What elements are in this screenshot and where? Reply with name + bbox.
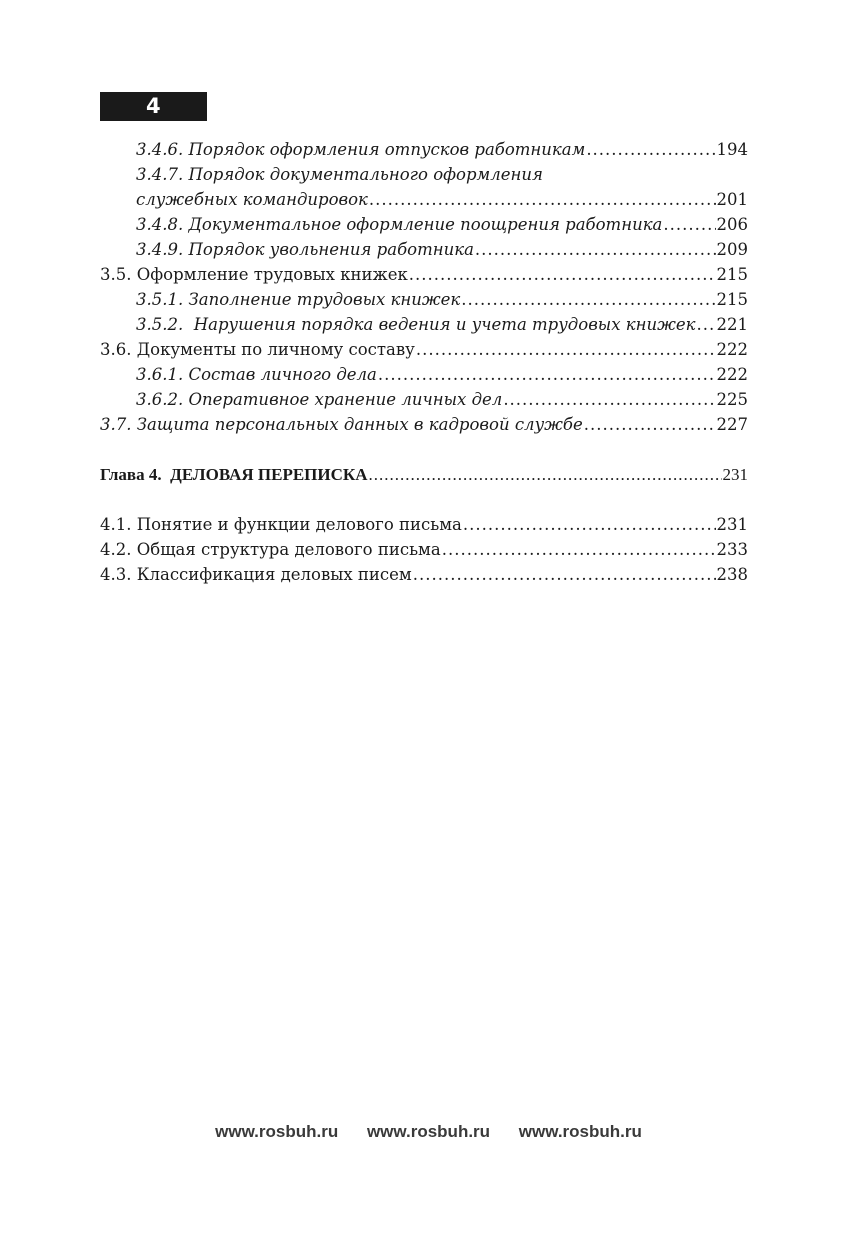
toc-entry bbox=[136, 237, 748, 262]
toc-entry bbox=[136, 137, 748, 162]
toc-entry-title: служебных командировок bbox=[136, 190, 368, 209]
toc-entry-title: 3.7. Защита персональных данных в кадровой службе bbox=[100, 415, 583, 434]
toc-entry bbox=[136, 362, 748, 387]
toc-entry-page: 231 bbox=[722, 465, 748, 484]
toc-entry-title: 3.4.9. Порядок увольнения работника bbox=[136, 240, 474, 259]
toc-entry bbox=[136, 212, 748, 237]
toc-leader-dots bbox=[463, 512, 716, 537]
toc-leader-dots bbox=[697, 312, 716, 337]
toc-entry bbox=[100, 262, 748, 287]
toc-entry bbox=[100, 412, 748, 437]
toc-chapter-entry bbox=[100, 462, 748, 487]
toc-leader-dots bbox=[378, 362, 716, 387]
toc-leader-dots bbox=[416, 337, 716, 362]
toc-entry-title: 3.6.1. Состав личного дела bbox=[136, 365, 377, 384]
toc-entry-page: 225 bbox=[716, 390, 748, 409]
toc-leader-dots bbox=[503, 387, 715, 412]
page-number: 4 bbox=[100, 92, 207, 121]
toc-entry-page: 215 bbox=[716, 290, 748, 309]
footer-website-link[interactable]: www.rosbuh.ru bbox=[366, 1122, 491, 1141]
toc-entry-title: 4.1. Понятие и функции делового письма bbox=[100, 515, 462, 534]
toc-entry-page: 215 bbox=[716, 265, 748, 284]
toc-entry-page: 209 bbox=[716, 240, 748, 259]
toc-entry-page: 222 bbox=[716, 365, 748, 384]
toc-entry-page: 238 bbox=[716, 565, 748, 584]
toc-entry-title: 3.4.7. Порядок документального оформления bbox=[136, 165, 543, 184]
toc-entry-page: 194 bbox=[716, 140, 748, 159]
toc-entry bbox=[136, 387, 748, 412]
toc-entry-title: 3.4.6. Порядок оформления отпусков работникам bbox=[136, 140, 586, 159]
toc-entry bbox=[100, 512, 748, 537]
toc-entry-page: 233 bbox=[716, 540, 748, 559]
toc-leader-dots bbox=[584, 412, 716, 437]
toc-leader-dots bbox=[475, 237, 716, 262]
toc-entry-title: 3.5.2. Нарушения порядка ведения и учета трудовых книжек bbox=[136, 315, 696, 334]
toc-entry bbox=[136, 162, 748, 187]
toc-leader-dots bbox=[461, 287, 715, 312]
toc-entry-title: 3.4.8. Документальное оформление поощрения работника bbox=[136, 215, 663, 234]
toc-entry-title: 3.5.1. Заполнение трудовых книжек bbox=[136, 290, 461, 309]
toc-entry-title: 4.2. Общая структура делового письма bbox=[100, 540, 441, 559]
toc-entry bbox=[136, 312, 748, 337]
toc-entry bbox=[100, 562, 748, 587]
toc-entry-page: 231 bbox=[716, 515, 748, 534]
toc-leader-dots bbox=[409, 262, 716, 287]
toc-entry-title: 4.3. Классификация деловых писем bbox=[100, 565, 412, 584]
footer-website-link[interactable]: www.rosbuh.ru bbox=[518, 1122, 642, 1141]
toc-entry-page: 206 bbox=[716, 215, 748, 234]
toc-entry bbox=[100, 337, 748, 362]
toc-entry-page: 222 bbox=[716, 340, 748, 359]
toc-leader-dots bbox=[369, 187, 716, 212]
toc-entry-title: 3.6. Документы по личному составу bbox=[100, 340, 415, 359]
toc-entry-page: 201 bbox=[716, 190, 748, 209]
toc-entry-title: 3.6.2. Оперативное хранение личных дел bbox=[136, 390, 503, 409]
toc-leader-dots bbox=[663, 212, 715, 237]
toc-entry bbox=[100, 537, 748, 562]
toc-entry bbox=[136, 287, 748, 312]
toc-leader-dots bbox=[413, 562, 716, 587]
toc-entry-page: 221 bbox=[716, 315, 748, 334]
footer bbox=[0, 1122, 857, 1142]
toc-entry-page: 227 bbox=[716, 415, 748, 434]
toc-entry bbox=[136, 187, 748, 212]
footer-website-link[interactable]: www.rosbuh.ru bbox=[215, 1122, 339, 1141]
toc-chapter-title: Глава 4. ДЕЛОВАЯ ПЕРЕПИСКА bbox=[100, 465, 368, 484]
toc-leader-dots bbox=[586, 137, 715, 162]
toc-leader-dots bbox=[442, 537, 716, 562]
toc-leader-dots bbox=[369, 462, 722, 487]
toc-entry-title: 3.5. Оформление трудовых книжек bbox=[100, 265, 408, 284]
